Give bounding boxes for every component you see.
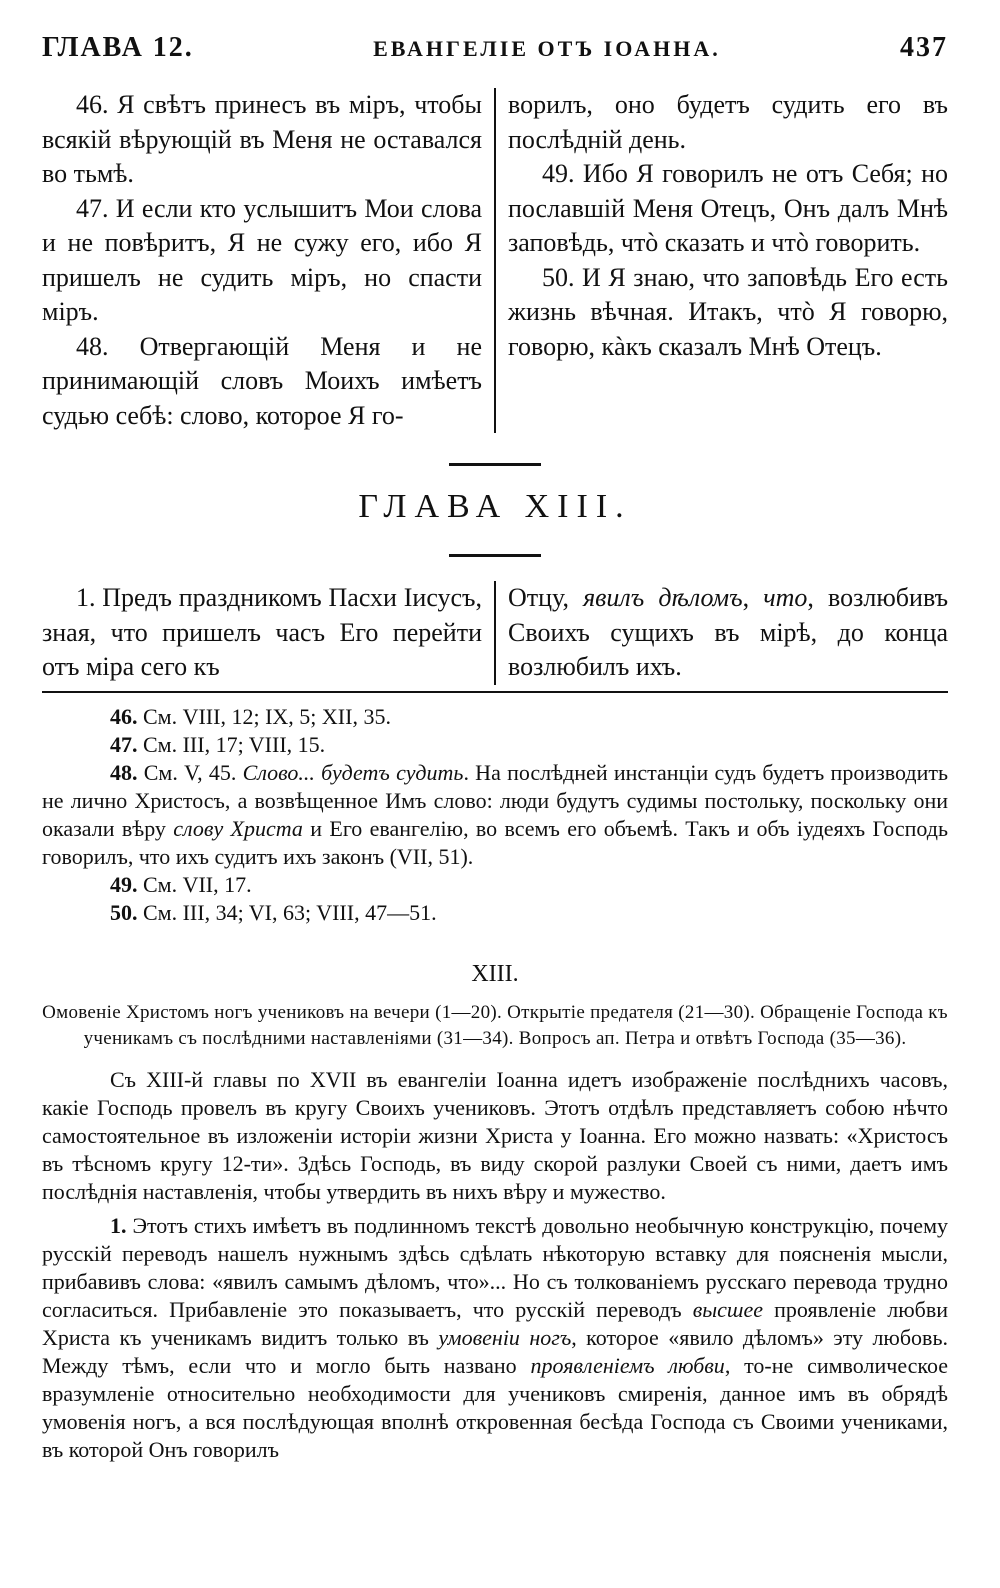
- page-number: 437: [899, 32, 948, 63]
- commentary-intro: Съ XIII-й главы по XVII въ евангеліи Іоанна идетъ изображеніе послѣднихъ часовъ, какіе Господь провелъ въ кругу Своихъ учениковъ. Этотъ отдѣлъ представляетъ собою нѣчто самостоятельное въ изложеніи исторіи жизни Христа у Іоанна. Его можно назвать: «Христосъ въ тѣсномъ кругу 12-ти». Здѣсь Господь, въ виду скорой разлуки Своей съ ними, даетъ имъ послѣднія наставленія, чтобы утвердить въ нихъ вѣру и мужество.: [42, 1066, 948, 1204]
- chapter13-verses: [42, 581, 948, 693]
- verse-italic: явилъ дѣломъ: [583, 583, 743, 612]
- divider-bottom: [449, 554, 541, 557]
- note-text: См. VIII, 12; IX, 5; XII, 35.: [137, 703, 391, 729]
- verse-text: ,: [742, 583, 764, 612]
- note-italic: Слово... будетъ судить: [242, 759, 464, 785]
- verse-48-continued: ворилъ, оно будетъ судить его въ послѣдній день.: [508, 90, 948, 154]
- book-title: ЕВАНГЕЛІЕ ОТЪ ІОАННА.: [373, 36, 721, 61]
- chapter-label: ГЛАВА 12.: [42, 32, 194, 63]
- verse-46: 46. Я свѣтъ принесъ въ міръ, чтобы всякій вѣрующій въ Меня не оставался во тьмѣ.: [42, 90, 482, 188]
- left-column: [42, 88, 496, 433]
- note-text: См. III, 17; VIII, 15.: [137, 731, 326, 757]
- comment-italic: проявленіемъ любви: [530, 1352, 725, 1378]
- note-number: 1.: [110, 1212, 127, 1238]
- note-text: См. VII, 17.: [137, 871, 252, 897]
- note-text: См. V, 45.: [137, 759, 243, 785]
- verse-1-continued: [508, 581, 948, 685]
- divider-top: [449, 463, 541, 466]
- verse-49: 49. Ибо Я говорилъ не отъ Себя; но пославшій Меня Отецъ, Онъ далъ Мнѣ заповѣдь, чтò сказать и чтò говорить.: [508, 159, 948, 257]
- footnotes: [42, 703, 948, 927]
- note-text: . На послѣдней инстанціи судъ будетъ производить не лично Христосъ, а возвѣщенное Имъ слово: люди будутъ судимы постольку, поскольку они оказали вѣру: [42, 759, 949, 841]
- ch13-left-column: [42, 581, 496, 685]
- verse-47: 47. И если кто услышитъ Мои слова и не повѣритъ, Я не сужу его, ибо Я пришелъ не судить міръ, но спасти міръ.: [42, 193, 482, 326]
- note-50: [42, 899, 948, 927]
- verse-italic: что: [763, 583, 808, 612]
- comment-text: Этотъ стихъ имѣетъ въ подлинномъ текстѣ довольно необычную конструкцію, почему русскій переводъ нашелъ нужнымъ здѣсь сдѣлать нѣкоторую вставку для поясненія мысли, прибавивъ слова: «явилъ самымъ дѣломъ, что»... Но съ толкованіемъ русскаго перевода трудно согласиться. Прибавленіе это показываетъ, что русскій переводъ: [42, 1212, 948, 1322]
- chapter12-verses: [42, 88, 948, 433]
- note-48: [42, 759, 948, 871]
- verse-48: 48. Отвергающій Меня и не принимающій словъ Моихъ имѣетъ судью себѣ: слово, которое Я го-: [42, 331, 482, 430]
- verse-50: 50. И Я знаю, что заповѣдь Его есть жизнь вѣчная. Итакъ, чтò Я говорю, говорю, кàкъ сказалъ Мнѣ Отецъ.: [508, 262, 948, 361]
- comment-text: , то-не символическое вразумленіе относительно необходимости для учениковъ смиренія, данное имъ въ обрядѣ умовенія ногъ, а вся послѣдующая вполнѣ откровенная бесѣда Господа съ Своими учениками, въ которой Онъ говорилъ: [42, 1352, 949, 1462]
- chapter-title: ГЛАВА XIII.: [358, 488, 632, 525]
- note-47: [42, 731, 948, 759]
- note-number: 49.: [110, 871, 138, 897]
- section-heading: XIII.: [471, 960, 519, 987]
- note-49: [42, 871, 948, 899]
- comment-text: , которое «явило дѣломъ» эту любовь. Между тѣмъ, если что и могло быть названо: [42, 1324, 948, 1378]
- note-number: 47.: [110, 731, 138, 757]
- right-column: [496, 88, 948, 433]
- running-header: [42, 32, 948, 64]
- note-text: и Его евангелію, во всемъ его объемѣ. Такъ и объ іудеяхъ Господь говорилъ, что ихъ судитъ ихъ законъ (VII, 51).: [42, 815, 948, 869]
- comment-italic: умовеніи ногъ: [438, 1324, 572, 1350]
- book-page: [42, 32, 948, 1464]
- note-number: 50.: [110, 899, 138, 925]
- verse-text: Отцу,: [508, 583, 584, 612]
- commentary: [42, 1066, 948, 1464]
- note-number: 46.: [110, 703, 138, 729]
- ch13-right-column: [496, 581, 948, 685]
- commentary-verse-1: [42, 1212, 948, 1464]
- verse-1: 1. Предъ праздникомъ Пасхи Іисусъ, зная, что пришелъ часъ Его перейти отъ міра сего къ: [42, 583, 482, 681]
- note-46: [42, 703, 948, 731]
- chapter-summary: Омовеніе Христомъ ногъ учениковъ на вечери (1—20). Открытіе предателя (21—30). Обращеніе Господа къ ученикамъ съ послѣдними наставленіями (31—34). Вопросъ ап. Петра и отвѣтъ Господа (35—36).: [42, 1001, 948, 1049]
- note-italic: слову Христа: [173, 815, 303, 841]
- note-number: 48.: [110, 759, 138, 785]
- comment-text: проявленіе любви Христа къ ученикамъ видитъ только въ: [42, 1296, 948, 1350]
- note-text: См. III, 34; VI, 63; VIII, 47—51.: [137, 899, 437, 925]
- comment-italic: высшее: [692, 1296, 764, 1322]
- verse-text: , возлюбивъ Своихъ сущихъ въ мірѣ, до конца возлюбилъ ихъ.: [508, 583, 949, 681]
